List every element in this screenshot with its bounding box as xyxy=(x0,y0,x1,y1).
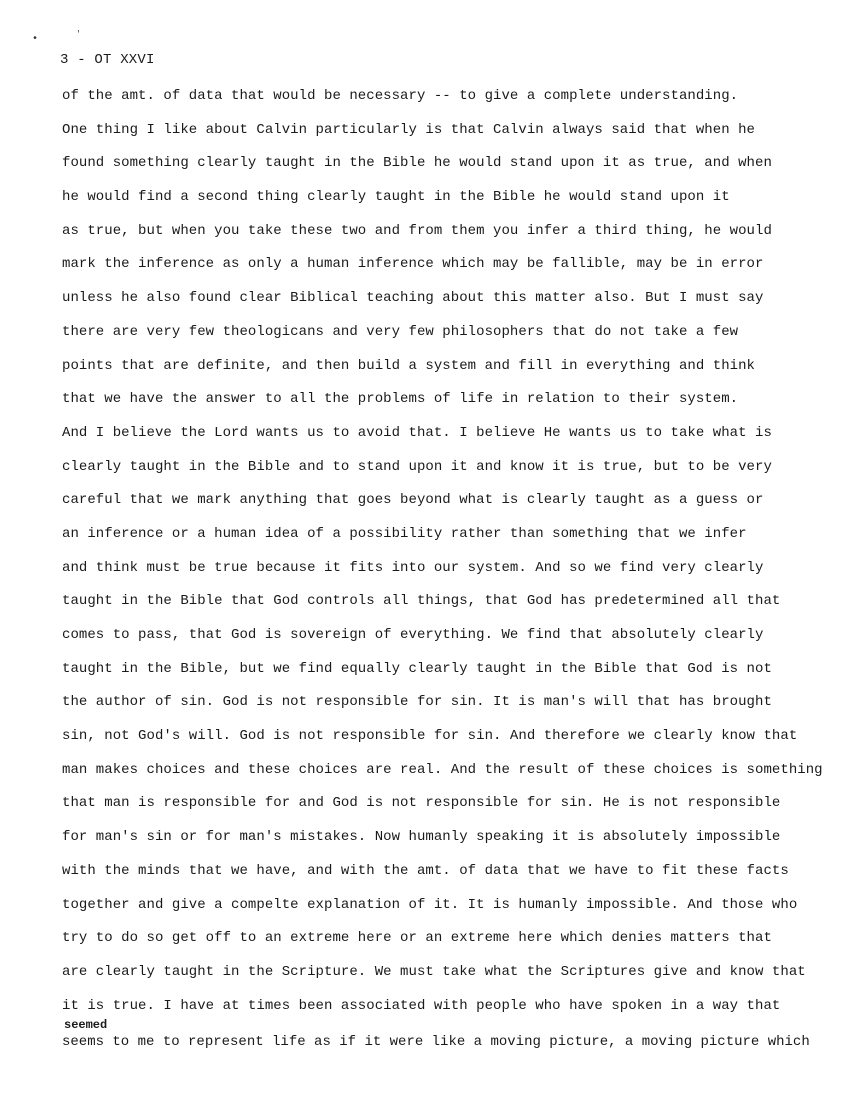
page-body xyxy=(62,84,842,1027)
text-line: try to do so get off to an extreme here or an extreme here which denies matters that xyxy=(62,930,772,947)
stray-mark: ' xyxy=(76,30,81,39)
text-line: seems to me to represent life as if it were like a moving picture, a moving picture which xyxy=(62,1034,810,1050)
text-line: taught in the Bible, but we find equally clearly taught in the Bible that God is not xyxy=(62,660,772,677)
text-line: careful that we mark anything that goes beyond what is clearly taught as a guess or xyxy=(62,492,764,509)
text-line: that man is responsible for and God is not responsible for sin. He is not responsible xyxy=(62,795,781,812)
text-line: unless he also found clear Biblical teaching about this matter also. But I must say xyxy=(62,290,764,307)
text-line: together and give a compelte explanation of it. It is humanly impossible. And those who xyxy=(62,896,798,913)
text-line: an inference or a human idea of a possibility rather than something that we infer xyxy=(62,525,747,542)
text-line: And I believe the Lord wants us to avoid that. I believe He wants us to take what is xyxy=(62,424,772,441)
text-line: for man's sin or for man's mistakes. Now humanly speaking it is absolutely impossible xyxy=(62,829,781,846)
text-line: it is true. I have at times been associated with people who have spoken in a way that xyxy=(62,997,781,1014)
text-line: clearly taught in the Bible and to stand upon it and know it is true, but to be very xyxy=(62,458,772,475)
text-line: points that are definite, and then build a system and fill in everything and think xyxy=(62,357,756,374)
text-line: One thing I like about Calvin particularly is that Calvin always said that when he xyxy=(62,121,756,138)
text-line: sin, not God's will. God is not responsible for sin. And therefore we clearly know that xyxy=(62,728,798,745)
stray-mark: • xyxy=(32,34,39,45)
text-line: mark the inference as only a human inference which may be fallible, may be in error xyxy=(62,256,764,273)
text-line: and think must be true because it fits into our system. And so we find very clearly xyxy=(62,559,764,576)
text-line: with the minds that we have, and with the amt. of data that we have to fit these facts xyxy=(62,862,789,879)
text-line: there are very few theologicans and very few philosophers that do not take a few xyxy=(62,323,739,340)
text-line: comes to pass, that God is sovereign of everything. We find that absolutely clearly xyxy=(62,627,764,643)
text-line: taught in the Bible that God controls all things, that God has predetermined all that xyxy=(62,593,781,610)
text-line: he would find a second thing clearly taught in the Bible he would stand upon it xyxy=(62,189,730,206)
text-line: as true, but when you take these two and from them you infer a third thing, he would xyxy=(62,222,772,239)
text-line: found something clearly taught in the Bible he would stand upon it as true, and when xyxy=(62,155,772,172)
text-line: man makes choices and these choices are real. And the result of these choices is something xyxy=(62,761,823,778)
text-line: of the amt. of data that would be necessary -- to give a complete understanding. xyxy=(62,88,739,104)
text-line: that we have the answer to all the problems of life in relation to their system. xyxy=(62,391,739,408)
text-line: are clearly taught in the Scripture. We must take what the Scriptures give and know that xyxy=(62,963,806,980)
page-header: 3 - OT XXVI xyxy=(60,52,155,68)
handwritten-insertion: seemed xyxy=(64,1018,108,1032)
text-line: the author of sin. God is not responsible for sin. It is man's will that has brought xyxy=(62,694,772,711)
